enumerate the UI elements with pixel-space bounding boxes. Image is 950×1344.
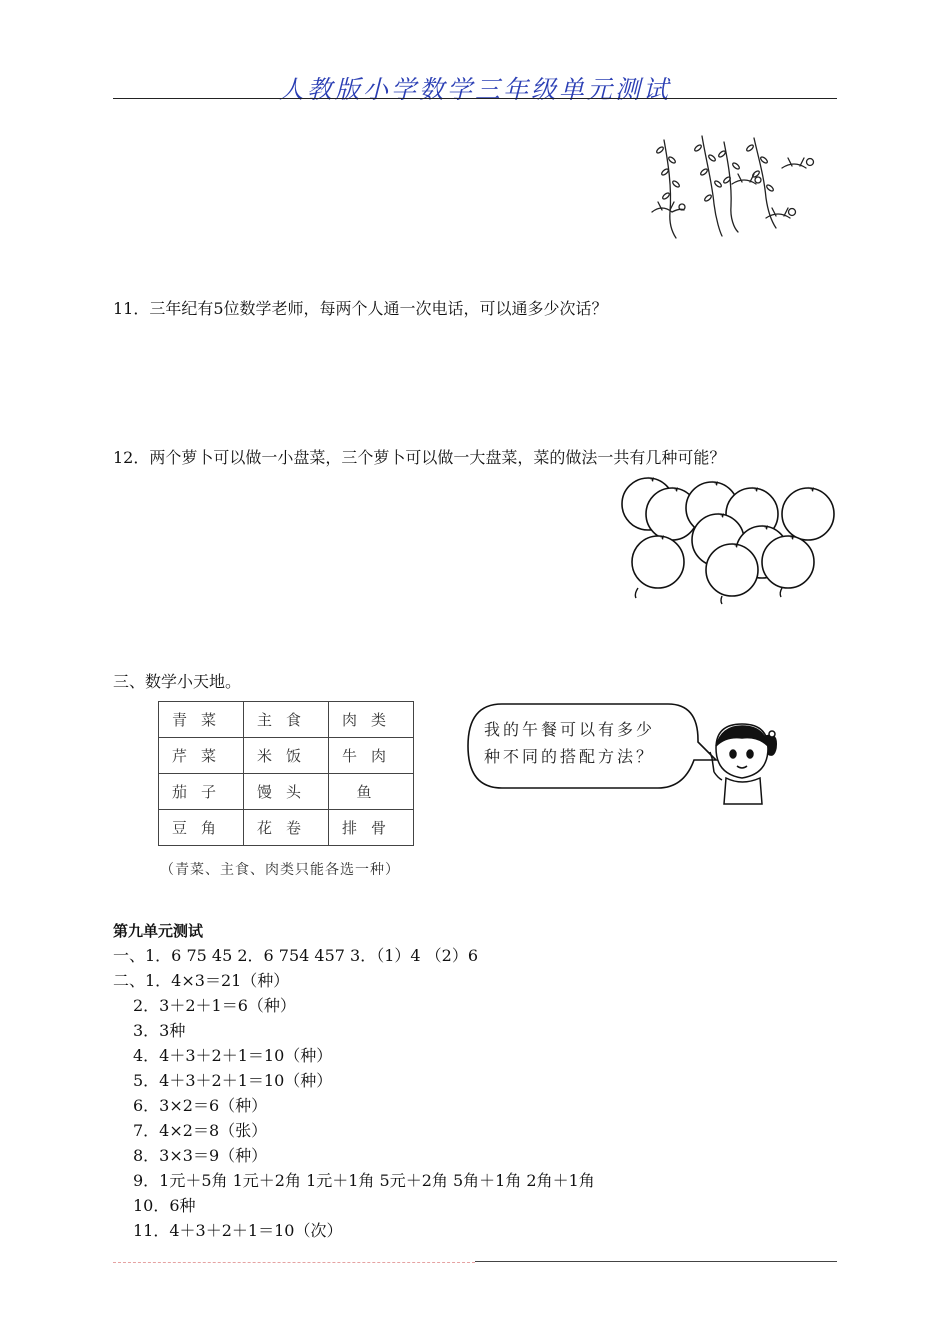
answer-line-10: 9．1元＋5角 1元＋2角 1元＋1角 5元＋2角 5角＋1角 2角＋1角	[133, 1171, 595, 1190]
answer-line-11: 10．6种	[133, 1196, 196, 1215]
table-row	[159, 702, 414, 738]
footer-solid-rule	[475, 1261, 837, 1262]
section-3-title: 三、数学小天地。	[113, 672, 242, 691]
table-cell: 花卷	[244, 810, 329, 846]
question-11: 11．三年纪有5位数学老师，每两个人通一次电话，可以通多少次话？	[113, 299, 608, 318]
answer-line-1: 一、1．6 75 45 2．6 754 457 3．（1）4 （2）6	[113, 946, 479, 965]
table-cell: 芹菜	[159, 738, 244, 774]
question-12: 12．两个萝卜可以做一小盘菜，三个萝卜可以做一大盘菜，菜的做法一共有几种可能？	[113, 448, 726, 467]
table-cell: 青菜	[159, 702, 244, 738]
answers-title: 第九单元测试	[113, 922, 204, 940]
table-cell: 米饭	[244, 738, 329, 774]
answer-line-8: 7．4×2＝8（张）	[133, 1121, 268, 1140]
answer-line-2: 二、1．4×3＝21（种）	[113, 971, 290, 990]
table-row	[159, 774, 414, 810]
answer-line-12: 11．4＋3＋2＋1＝10（次）	[133, 1221, 343, 1240]
answer-line-4: 3．3种	[133, 1021, 186, 1040]
menu-table	[158, 701, 414, 846]
table-cell: 牛肉	[329, 738, 414, 774]
speech-bubble-line-2: 种不同的搭配方法？	[484, 747, 656, 766]
table-cell: 鱼	[329, 774, 414, 810]
table-row	[159, 738, 414, 774]
table-caption: （青菜、主食、肉类只能各选一种）	[160, 862, 400, 878]
answer-line-5: 4．4＋3＋2＋1＝10（种）	[133, 1046, 333, 1065]
table-cell: 豆角	[159, 810, 244, 846]
table-cell: 茄子	[159, 774, 244, 810]
table-cell: 馒头	[244, 774, 329, 810]
table-cell: 排骨	[329, 810, 414, 846]
answer-line-6: 5．4＋3＋2＋1＝10（种）	[133, 1071, 333, 1090]
birds-branches-illustration	[632, 132, 842, 242]
answer-line-3: 2．3＋2＋1＝6（种）	[133, 996, 296, 1015]
table-row	[159, 810, 414, 846]
footer-dashed-rule	[113, 1262, 475, 1263]
table-cell: 肉类	[329, 702, 414, 738]
answer-line-7: 6．3×2＝6（种）	[133, 1096, 268, 1115]
header-title: 人教版小学数学三年级单元测试	[278, 75, 671, 104]
header-rule	[113, 98, 837, 99]
answer-line-9: 8．3×3＝9（种）	[133, 1146, 268, 1165]
table-cell: 主食	[244, 702, 329, 738]
girl-illustration	[702, 718, 782, 806]
speech-bubble-line-1: 我的午餐可以有多少	[484, 720, 656, 739]
radishes-illustration	[612, 470, 838, 605]
